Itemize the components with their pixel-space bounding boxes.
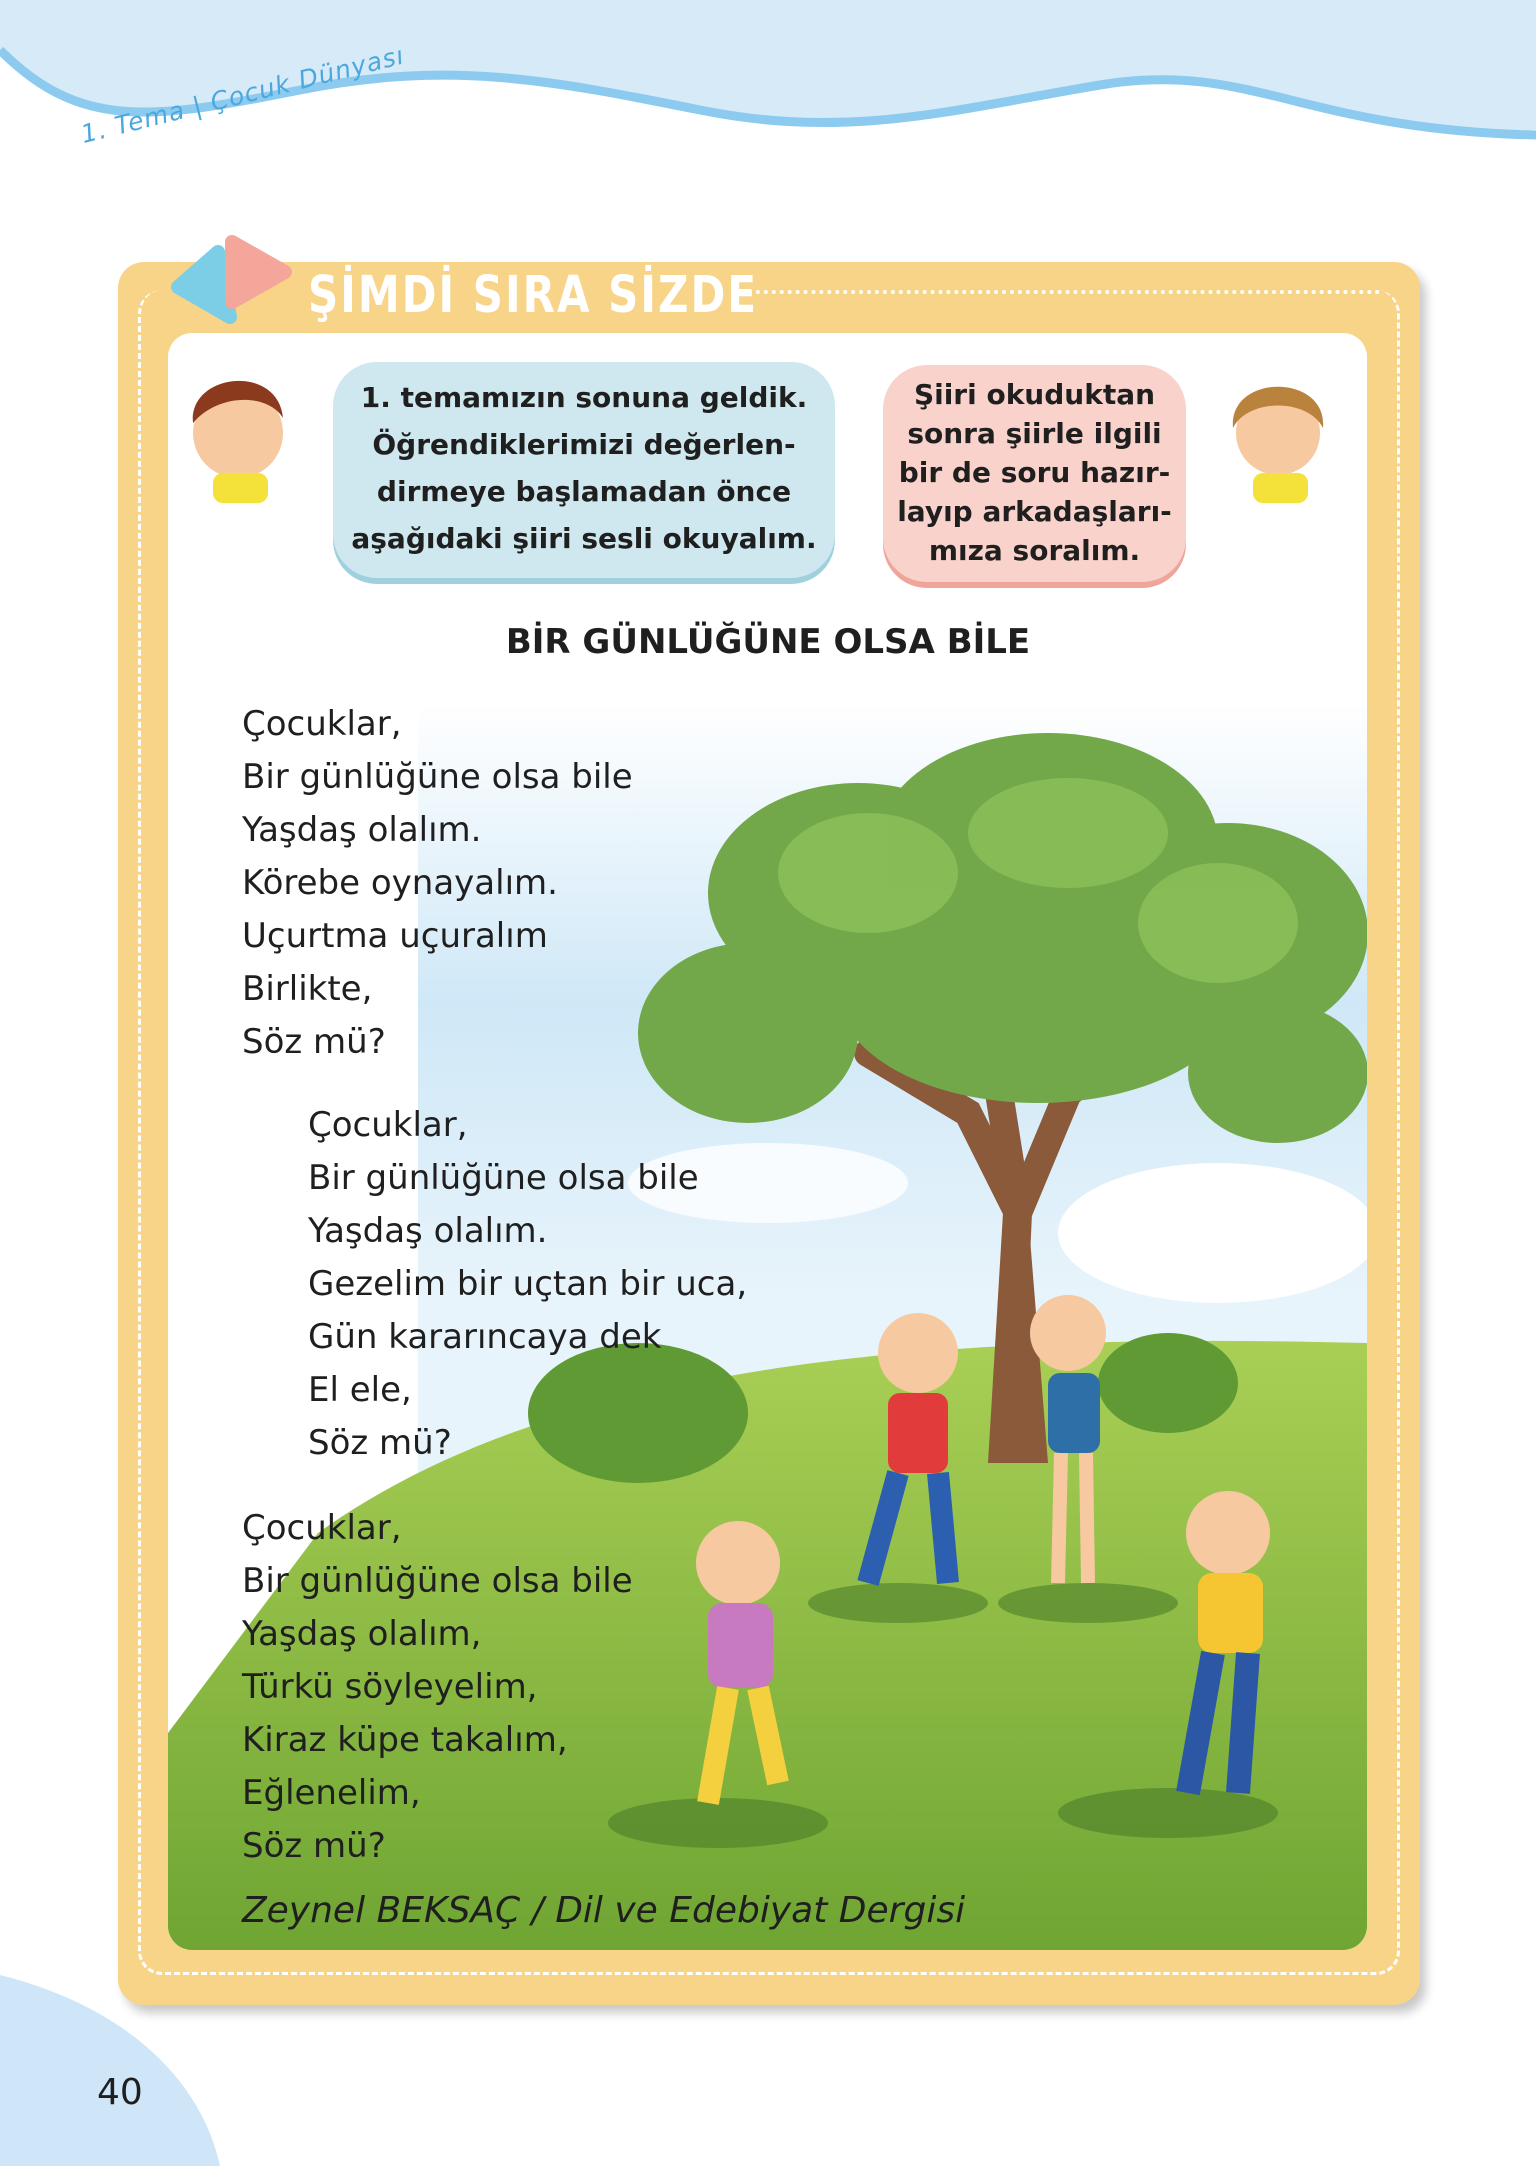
poem-line: Söz mü? <box>242 1826 386 1866</box>
poem-title: BİR GÜNLÜĞÜNE OLSA BİLE <box>505 622 1031 662</box>
theme-label: 1. Tema | Çocuk Dünyası <box>77 40 408 149</box>
poem-line: Kiraz küpe takalım, <box>242 1720 568 1760</box>
play-icon <box>170 232 300 332</box>
poem-line: Bir günlüğüne olsa bile <box>242 757 633 797</box>
bubble-line: sonra şiirle ilgili <box>907 417 1162 450</box>
speech-bubble-boy <box>333 362 835 578</box>
bubble-line: Şiiri okuduktan <box>913 378 1156 411</box>
poem-line: Söz mü? <box>308 1423 452 1463</box>
poem-stanza-1 <box>242 698 633 1069</box>
bubble-line: dirmeye başlamadan önce <box>376 475 792 508</box>
poem-author: Zeynel BEKSAÇ / Dil ve Edebiyat Dergisi <box>242 1890 966 1931</box>
poem-stanza-2 <box>308 1099 747 1470</box>
bubble-line: Öğrendiklerimizi değerlen- <box>372 428 796 461</box>
bubble-line: aşağıdaki şiiri sesli okuyalım. <box>351 522 817 555</box>
speech-bubble-girl <box>883 365 1186 582</box>
poem-line: Bir günlüğüne olsa bile <box>242 1561 633 1601</box>
bubble-line: mıza soralım. <box>928 534 1141 567</box>
bubble-line: layıp arkadaşları- <box>897 495 1172 528</box>
avatar-boy <box>193 381 283 503</box>
poem-line: Yaşdaş olalım, <box>242 1614 482 1654</box>
title-dotted-line <box>740 290 1380 294</box>
bubble-line: bir de soru hazır- <box>898 456 1171 489</box>
page-number: 40 <box>97 2072 143 2113</box>
bubble-line: 1. temamızın sonuna geldik. <box>360 381 808 414</box>
poem-line: Çocuklar, <box>242 1508 402 1548</box>
poem-line: Birlikte, <box>242 969 373 1009</box>
poem-line: Uçurtma uçuralım <box>242 916 548 956</box>
poem-line: Yaşdaş olalım. <box>308 1211 548 1251</box>
poem-line: Bir günlüğüne olsa bile <box>308 1158 699 1198</box>
poem-line: Çocuklar, <box>308 1105 468 1145</box>
poem-line: Gezelim bir uçtan bir uca, <box>308 1264 748 1304</box>
poem-line: Körebe oynayalım. <box>242 863 558 903</box>
avatar-girl <box>1233 387 1323 503</box>
poem-stanza-3 <box>242 1502 633 1873</box>
poem-line: Gün kararıncaya dek <box>308 1317 662 1357</box>
poem-line: Söz mü? <box>242 1022 386 1062</box>
corner-decoration <box>0 1975 230 2166</box>
poem-line: Türkü söyleyelim, <box>242 1667 538 1707</box>
poem-line: El ele, <box>308 1370 412 1410</box>
poem-line: Yaşdaş olalım. <box>242 810 482 850</box>
section-title: ŞİMDİ SIRA SİZDE <box>308 265 759 324</box>
top-wave-decoration <box>0 0 1536 160</box>
poem-line: Eğlenelim, <box>242 1773 421 1813</box>
poem-line: Çocuklar, <box>242 704 402 744</box>
